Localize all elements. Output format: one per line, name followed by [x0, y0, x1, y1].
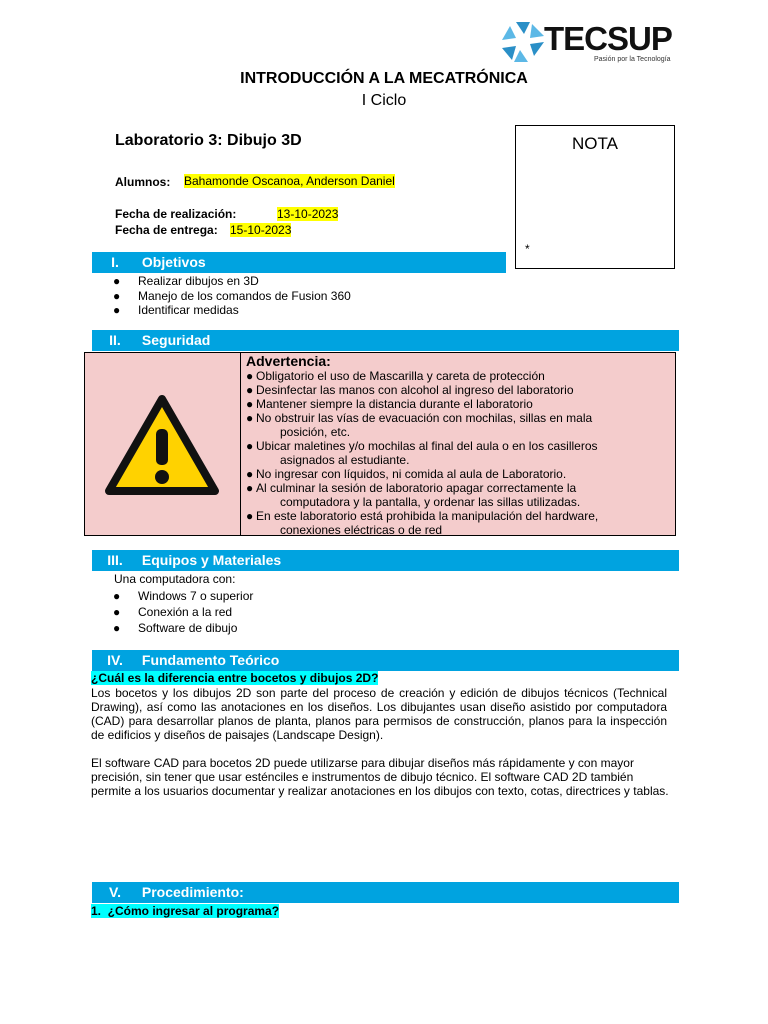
tecsup-logo: [500, 18, 680, 70]
section-number: I.: [111, 254, 119, 270]
students-row: [115, 173, 170, 191]
bullet-icon: ●: [113, 303, 121, 317]
students-value: Bahamonde Oscanoa, Anderson Daniel: [184, 174, 395, 188]
safety-rule: ● Al culminar la sesión de laboratorio apagar correctamente la: [246, 481, 577, 495]
bullet-icon: ●: [113, 288, 121, 303]
bullet-icon: ●: [246, 397, 254, 411]
bullet-icon: ●: [246, 383, 254, 397]
section-number: II.: [109, 332, 121, 348]
section-objetivos-header: [92, 252, 506, 273]
safety-rule: ● No ingresar con líquidos, ni comida al aula de Laboratorio.: [246, 467, 567, 481]
list-item: ● Software de dibujo: [113, 621, 238, 635]
grade-label: NOTA: [572, 134, 618, 153]
safety-rule: ● Desinfectar las manos con alcohol al ingreso del laboratorio: [246, 383, 574, 397]
safety-rule-continuation: posición, etc.: [280, 425, 351, 439]
date-delivery-row: [115, 221, 218, 239]
course-cycle: I Ciclo: [361, 92, 407, 109]
bullet-icon: ●: [246, 369, 254, 383]
list-item: ● Windows 7 o superior: [113, 589, 254, 603]
fundamento-paragraph-2: El software CAD para bocetos 2D puede utilizarse para dibujar diseños más rápidamente y con mayor precisión, sin tener que usar esténciles e instrumentos de dibujo técnico. El software CAD 2D también permite a los usuarios documentar y realizar anotaciones en los dibujos con texto, cotas, directrices y tablas.: [91, 756, 669, 798]
safety-rules: [246, 353, 671, 537]
date-delivery-value-wrap: [230, 221, 291, 239]
safety-rule: ● En este laboratorio está prohibida la manipulación del hardware,: [246, 509, 599, 523]
list-item: ● Manejo de los comandos de Fusion 360: [113, 288, 351, 303]
logo-wordmark: TECSUP: [544, 20, 672, 57]
section-number: V.: [109, 884, 121, 900]
safety-rule-continuation: computadora y la pantalla, y ordenar las sillas utilizadas.: [280, 495, 581, 509]
fundamento-paragraph-1: Los bocetos y los dibujos 2D son parte del proceso de creación y edición de dibujos técnicos (Technical Drawing), así como las anotaciones en los diseños. Los dibujantes usan diseño asistido por computadora (CAD) para desarrollar planos de planta, planos para permisos de construcción, planos para la inspección de edificios y diseños de paisajes (Landscape Design).: [91, 686, 667, 742]
grade-mark: *: [525, 242, 530, 256]
date-delivery-value: 15-10-2023: [230, 223, 292, 237]
students-value-wrap: [184, 172, 395, 190]
fundamento-question-wrap: [91, 671, 378, 685]
safety-heading: Advertencia:: [246, 353, 331, 369]
students-label: Alumnos:: [115, 175, 171, 189]
safety-warning-box: [84, 352, 676, 536]
course-title: INTRODUCCIÓN A LA MECATRÓNICA: [240, 70, 528, 87]
list-item: ● Conexión a la red: [113, 605, 233, 619]
objetivos-list: [113, 274, 493, 318]
bullet-icon: ●: [246, 411, 254, 425]
safety-rule: ● No obstruir las vías de evacuación con mochilas, sillas en mala: [246, 411, 593, 425]
bullet-icon: ●: [246, 509, 254, 523]
bullet-icon: ●: [113, 621, 121, 635]
lab-title: Laboratorio 3: Dibujo 3D: [115, 132, 302, 149]
warning-icon: [103, 393, 221, 497]
section-title: Fundamento Teórico: [141, 652, 280, 668]
procedimiento-step-wrap: [91, 904, 279, 918]
date-delivery-label: Fecha de entrega:: [115, 223, 218, 237]
section-seguridad-header: [92, 330, 679, 351]
date-done-value: 13-10-2023: [277, 207, 339, 221]
list-item: ● Realizar dibujos en 3D: [113, 274, 259, 288]
bullet-icon: ●: [113, 274, 121, 288]
section-equipos-header: [92, 550, 679, 571]
safety-rule: ● Obligatorio el uso de Mascarilla y careta de protección: [246, 369, 545, 383]
date-done-label: Fecha de realización:: [115, 207, 237, 221]
tecsup-logo-icon: [500, 20, 546, 64]
logo-tagline: Pasión por la Tecnología: [594, 56, 671, 63]
section-number: IV.: [107, 652, 123, 668]
safety-divider: [240, 353, 241, 535]
section-title: Equipos y Materiales: [141, 552, 282, 568]
fundamento-question: ¿Cuál es la diferencia entre bocetos y dibujos 2D?: [91, 671, 379, 685]
bullet-icon: ●: [246, 481, 254, 495]
section-title: Procedimiento:: [141, 884, 244, 900]
bullet-icon: ●: [113, 605, 121, 619]
equipos-intro: Una computadora con:: [114, 572, 236, 586]
bullet-icon: ●: [246, 467, 254, 481]
section-procedimiento-header: [92, 882, 679, 903]
bullet-icon: ●: [246, 439, 254, 453]
safety-rule-continuation: conexiones eléctricas o de red: [280, 523, 443, 537]
section-title: Seguridad: [141, 332, 211, 348]
grade-box: [515, 125, 675, 269]
safety-rule: ● Mantener siempre la distancia durante el laboratorio: [246, 397, 533, 411]
safety-rule: ● Ubicar maletines y/o mochilas al final del aula o en los casilleros: [246, 439, 598, 453]
section-fundamento-header: [92, 650, 679, 671]
list-item: ● Identificar medidas: [113, 303, 239, 317]
procedimiento-step-1: 1. ¿Cómo ingresar al programa?: [91, 904, 280, 918]
section-title: Objetivos: [141, 254, 206, 270]
section-number: III.: [107, 552, 123, 568]
safety-rule-continuation: asignados al estudiante.: [280, 453, 410, 467]
bullet-icon: ●: [113, 589, 121, 603]
equipos-list: [113, 588, 493, 636]
